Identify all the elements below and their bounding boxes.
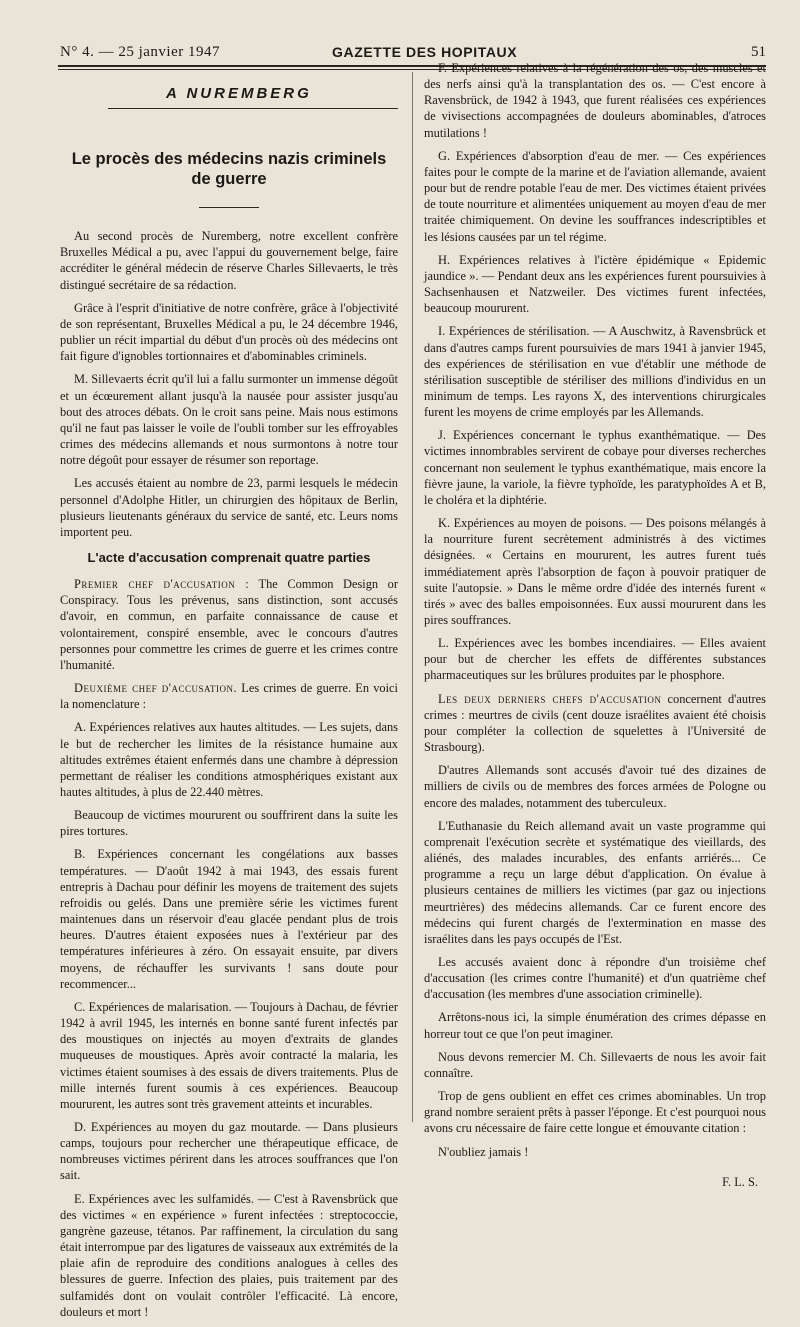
charge-label: Deuxième chef d'accusation. (74, 681, 238, 696)
right-column (424, 60, 766, 1190)
experiment-paragraph: B. Expériences concernant les congélations aux basses températures. — D'août 1942 à mai 1943, des essais furent entrepris à Dachau pour définir les moyens de traitement des sujets refroidis ou gelés. Dans une première série les victimes furent maintenues dans un réservoir d'eau glacée pendant plus de trois heures. D'autres étaient exposées nues à l'extérieur par des températures inférieures à zéro. On essayait ensuite, par divers moyens, de réchauffer les survivants ! sans doute pour recommencer... (60, 847, 398, 991)
body-paragraph: L'Euthanasie du Reich allemand avait un vaste programme qui comprenait l'exécution secrète et systématique des vieillards, des aliénés, des malades incurables, des enfants arriérés... Ce programme a reçu un large début d'application. On évalue à plusieurs centaines de milliers les victimes (par gaz ou injections meurtrières) des médecins allemands. Car ce furent encore des médecins qui furent chargés de l'extermination en masse des israélites dans les pays occupés de l'Est. (424, 818, 766, 946)
charge-label: Les deux derniers chefs d'accusation (438, 691, 662, 706)
experiment-paragraph: K. Expériences au moyen de poisons. — Des poisons mélangés à la nourriture furent secrètement administrés à des victimes désignées. « Certains en moururent, les autres furent tués immédiatement après l'absorption de façon à pouvoir pratiquer de suite l'autopsie. » Dans le même ordre d'idée des internés furent « tirés » avec des balles empoisonnées. Eux aussi moururent dans les pires souffrances. (424, 516, 766, 627)
experiment-paragraph: G. Expériences d'absorption d'eau de mer. — Ces expériences faites pour le compte de la marine et de l'aviation allemande, avaient pour but de rendre potable l'eau de mer. Des victimes étaient privées de toute nourriture et alimentées uniquement au moyen d'eau de mer traitée chimiquement. On devine les souffrances indescriptibles et les lésions causées par un tel régime. (424, 148, 766, 244)
experiment-paragraph: E. Expériences avec les sulfamidés. — C'est à Ravensbrück que des victimes « en expérience » furent infectées : streptococcie, gangrène gazeuse, tétanos. Par raffinement, la circulation du sang était interrompue par des ligatures de vaisseaux aux extrémités de la plaie afin de reproduire des conditions analogues à celles des blessures de guerre. Infection des plaies, puis traitement par des sulfamidés dont on voulait contrôler l'efficacité. Là encore, douleurs et mort ! (60, 1191, 398, 1319)
title-rule (199, 207, 259, 208)
charge-text: concernent d'autres crimes : meurtres de civils (cent douze israélites avaient été choisis pour compléter la collection de squelettes à l'Université de Strasbourg). (424, 691, 766, 755)
experiment-paragraph: F. Expériences relatives à la régénération des os, des muscles et des nerfs ainsi qu'à la transplantation des os. — C'est encore à Ravensbrück, de 1942 à 1943, que furent réalisées ces expériences de vivisections accompagnées de douleurs abominables, d'atroces mutilations ! (424, 61, 766, 140)
experiment-paragraph: A. Expériences relatives aux hautes altitudes. — Les sujets, dans le but de rechercher les limites de la résistance humaine aux altitudes extrêmes étaient enfermés dans une chambre à dépression permettant de réaliser les conditions atmosphériques existant aux hautes altitudes, à plus de 22.440 mètres. (60, 720, 398, 799)
experiment-paragraph: D. Expériences au moyen du gaz moutarde. — Dans plusieurs camps, toujours pour rechercher une thérapeutique efficace, de nombreuses victimes périrent dans les atroces souffrances que l'on sait. (60, 1119, 398, 1183)
subheading: L'acte d'accusation comprenait quatre parties (87, 549, 371, 565)
experiment-paragraph: H. Expériences relatives à l'ictère épidémique « Epidemic jaundice ». — Pendant deux ans les expériences furent poursuivies à Sachsenhausen et Natzweiler. Des victimes furent infectées, beaucoup moururent. (424, 252, 766, 316)
body-paragraph: Trop de gens oublient en effet ces crimes abominables. Un trop grand nombre seraient prêts à passer l'éponge. Et c'est pourquoi nous avons cru nécessaire de faire cette longue et émouvante citation : (424, 1089, 766, 1136)
experiment-paragraph: I. Expériences de stérilisation. — A Auschwitz, à Ravensbrück et dans d'autres camps furent poursuivies de mars 1941 à janvier 1945, des expériences de stérilisation en vue d'établir une méthode de stérilisation susceptible de stériliser des millions d'individus en un minimum de temps. Les rayons X, des interventions chirurgicales furent les moyens de crime employés par les Allemands. (424, 324, 766, 420)
intro-paragraph: Au second procès de Nuremberg, notre excellent confrère Bruxelles Médical a pu, avec l'appui du gouvernement belge, faire accréditer le général médecin de réserve Charles Sillevaerts, le très distingué secrétaire de sa rédaction. (60, 229, 398, 292)
section-rule (108, 108, 398, 109)
charge-text: Les crimes de guerre. En voici la nomenclature : (60, 681, 398, 712)
page-header (60, 40, 766, 62)
charge-paragraph (60, 680, 398, 712)
section-heading: A NUREMBERG (166, 85, 312, 102)
closing-line: N'oubliez jamais ! (438, 1144, 529, 1159)
column-divider (412, 72, 413, 1122)
experiment-paragraph: L. Expériences avec les bombes incendiaires. — Elles avaient pour but de chercher les effets de différentes substances pharmaceutiques sur les brûlures produites par le phosphore. (424, 636, 766, 683)
experiment-paragraph: Beaucoup de victimes moururent ou souffrirent dans la suite les pires tortures. (60, 808, 398, 839)
charge-text: The Common Design or Conspiracy. Tous les prévenus, sans distinction, sont accusés d'avoir, en commun, en parfaite connaissance de cause et volontairement, conspiré ensemble, avec le concours d'autres personnes pour commettre les crimes de guerre et les crimes contre l'humanité. (60, 577, 398, 672)
charge-paragraph (424, 691, 766, 756)
charge-label: Premier chef d'accusation : (74, 577, 250, 592)
page-number: 51 (751, 44, 766, 60)
signature: F. L. S. (722, 1174, 758, 1189)
article-title: Le procès des médecins nazis criminels de guerre (71, 150, 387, 189)
left-column (60, 72, 398, 1327)
body-paragraph: D'autres Allemands sont accusés d'avoir tué des dizaines de milliers de civils ou de membres des forces armées de Pologne ou encore des malades, notamment des tuberculeux. (424, 763, 766, 810)
issue-info: N° 4. — 25 janvier 1947 (60, 44, 220, 60)
charge-paragraph (60, 576, 398, 673)
intro-paragraph: Les accusés étaient au nombre de 23, parmi lesquels le médecin personnel d'Adolphe Hitler, un chirurgien des hôpitaux de Berlin, plusieurs lieutenants généraux du service de santé, etc. Leurs noms importent peu. (60, 476, 398, 539)
intro-paragraph: Grâce à l'esprit d'initiative de notre confrère, grâce à l'objectivité de son représentant, Bruxelles Médical a pu, le 24 décembre 1946, publier un récit impartial du début d'un procès où des médecins ont fait figure d'ignobles tortionnaires et d'abominables criminels. (60, 300, 398, 364)
body-paragraph: Les accusés avaient donc à répondre d'un troisième chef d'accusation (les crimes contre l'humanité) et d'un quatrième chef d'accusation (les membres d'une association criminelle). (424, 954, 766, 1002)
body-paragraph: Nous devons remercier M. Ch. Sillevaerts de nous les avoir fait connaître. (424, 1049, 766, 1080)
intro-paragraph: M. Sillevaerts écrit qu'il lui a fallu surmonter un immense dégoût et un écœurement allant jusqu'à la nausée pour assister jusqu'au bout des atroces débats. On le croit sans peine. Mais nous estimons qu'il ne faut pas laisser le voile de l'oubli tomber sur les effroyables crimes des médecins allemands et nous surmontons à notre tour notre dégoût pour essayer de résumer son reportage. (60, 372, 398, 468)
journal-name: GAZETTE DES HOPITAUX (332, 44, 518, 60)
experiment-paragraph: J. Expériences concernant le typhus exanthématique. — Des victimes innombrables servirent de cobaye pour diverses recherches concernant non seulement le typhus exanthématique, mais encore la fièvre jaune, la variole, la fièvre typhoïde, les paratyphoïdes A et B, le choléra et la diphtérie. (424, 428, 766, 507)
experiment-paragraph: C. Expériences de malarisation. — Toujours à Dachau, de février 1942 à avril 1945, les internés en bonne santé furent infectés par des moustiques on injectés au moyen d'extraits de glandes muqueuses de moustiques. Après avoir contracté la malaria, les victimes étaient soumises à des essais de divers traitements. Plus de mille internés furent soumis à ces expériences. Beaucoup moururent, les autres sont très gravement atteints et incurables. (60, 999, 398, 1111)
body-paragraph: Arrêtons-nous ici, la simple énumération des crimes dépasse en horreur tout ce que l'on peut imaginer. (424, 1010, 766, 1041)
